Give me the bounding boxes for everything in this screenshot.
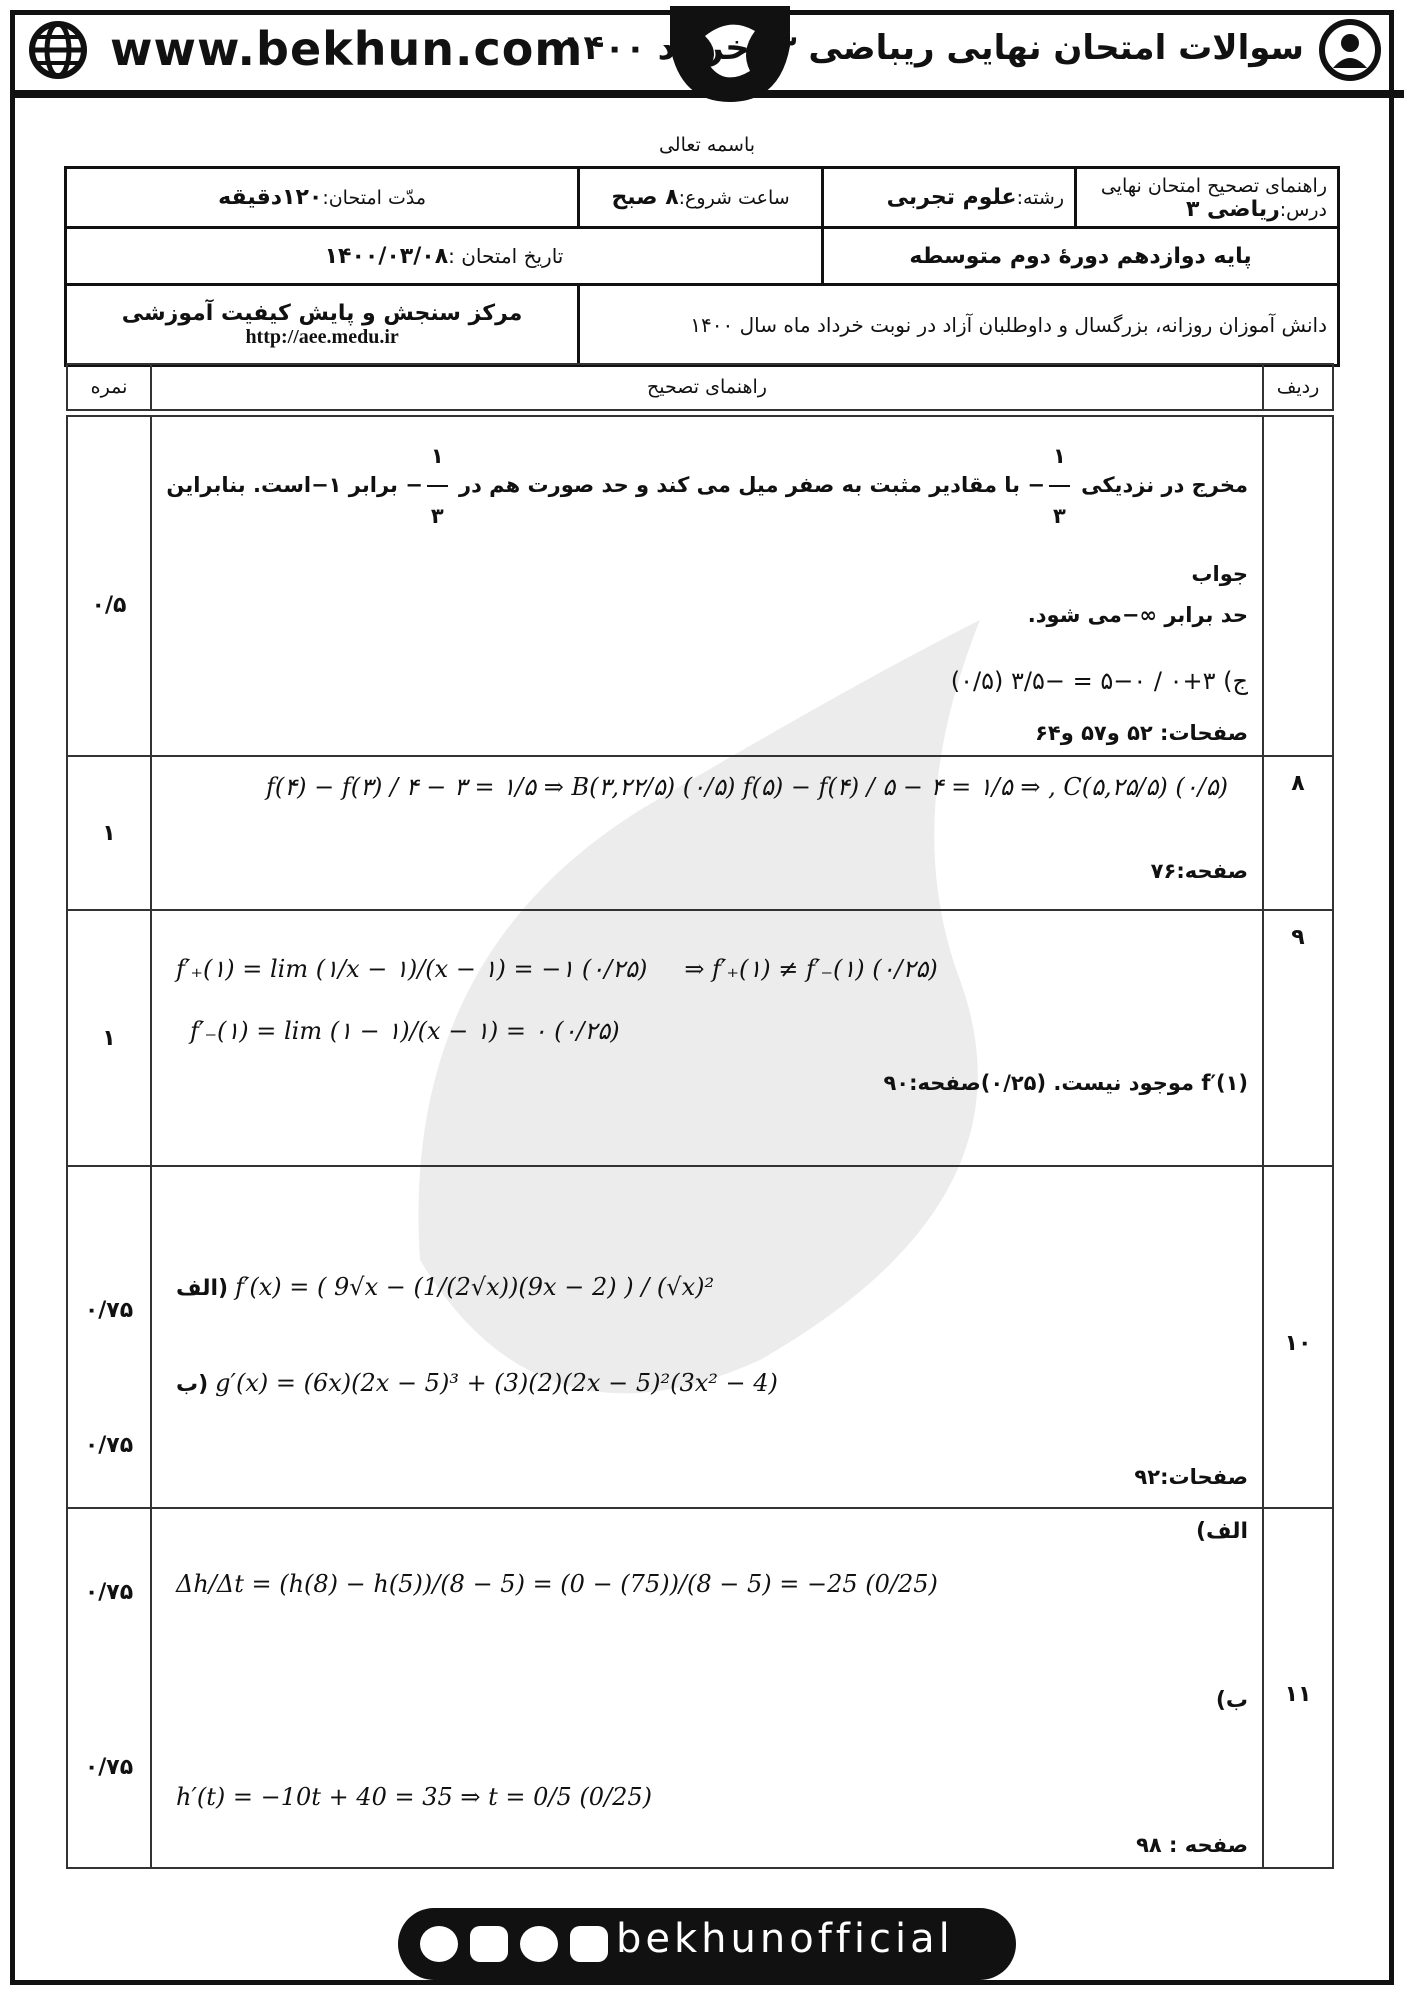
answer-table-header (67, 364, 1333, 410)
score: ۰/۷۵ (84, 1755, 134, 1780)
footer-handle[interactable]: bekhunofficial (616, 1916, 954, 1962)
answer-body: الف) f′(x) = ( 9√x − (1/(2√x))(9x − 2) ) / (√x)² ب) g′(x) = (6x)(2x − 5)³ + (3)(2)(2x − 5)²(3x² − 4) صفحات:۹۲ (151, 1166, 1263, 1508)
answer-row (67, 1166, 1333, 1508)
score-cell (67, 1166, 151, 1508)
answer-table (66, 363, 1334, 1869)
score: ۰/۷۵ (84, 1298, 134, 1323)
formula: f′₋(۱) = lim (۱ − ۱)/(x − ۱) = ۰ (۰/۲۵) (190, 1017, 620, 1045)
user-icon (1318, 18, 1382, 82)
header-divider (10, 90, 1404, 98)
formula: h′(t) = −10t + 40 = 35 ⇒ t = 0/5 (0/25) (176, 1783, 653, 1811)
exam-title: سوالات امتحان نهایی ریباضی ۳- خرداد ۱۴۰۰ (562, 28, 1304, 68)
score-cell (67, 1508, 151, 1868)
score: ۰/۷۵ (84, 1580, 134, 1605)
col-row: ردیف (1263, 364, 1333, 410)
answer-body: مخرج در نزدیکی $\frac{۱}{۳}$ − با مقادیر مثبت به صفر میل می کند و حد صورت هم در $\frac{۱}{۳}$ − برابر ۱−است. بنابراین جواب حد برابر ∞−می شود. ج) ۳+۰ / ۰−۵ = −۳/۵ (۰/۵) صفحات: ۵۲ و۵۷ و۶۴ (151, 416, 1263, 756)
page-ref: صفحات:۹۲ (1134, 1465, 1248, 1489)
answer-row (67, 756, 1333, 910)
score: ۱ (67, 756, 151, 910)
globe-icon (28, 20, 88, 80)
formula: Δh/Δt = (h(8) − h(5))/(8 − 5) = (0 − (75))/(8 − 5) = −25 (0/25) (176, 1570, 938, 1598)
telegram-icon[interactable] (520, 1926, 558, 1962)
answer-body: الف) Δh/Δt = (h(8) − h(5))/(8 − 5) = (0 − (75))/(8 − 5) = −25 (0/25) ب) h′(t) = −10t + 40 = 35 ⇒ t = 0/5 (0/25) صفحه : ۹۸ (151, 1508, 1263, 1868)
students-cell: دانش آموزان روزانه، بزرگسال و داوطلبان آزاد در نوبت خرداد ماه سال ۱۴۰۰ (579, 285, 1339, 366)
site-url[interactable]: www.bekhun.com (110, 22, 584, 76)
start-cell: ساعت شروع:۸ صبح (579, 168, 823, 228)
score: ۱ (67, 910, 151, 1166)
answer-row (67, 1508, 1333, 1868)
bismillah: باسمه تعالی (658, 134, 756, 156)
formula: g′(x) = (6x)(2x − 5)³ + (3)(2)(2x − 5)²(3x² − 4) (215, 1369, 778, 1397)
answer-body (151, 910, 1263, 1166)
page-ref: صفحات: ۵۲ و۵۷ و۶۴ (1035, 721, 1248, 745)
social-footer (398, 1908, 1016, 1980)
page-ref: صفحه : ۹۸ (1136, 1833, 1248, 1857)
formula: ج) ۳+۰ / ۰−۵ = −۳/۵ (۰/۵) (950, 667, 1248, 695)
course-cell: راهنمای تصحیح امتحان نهایی درس:ریاضی ۳ (1076, 168, 1339, 228)
formula: f(۵) − f(۴) / ۵ − ۴ = ۱/۵ ⇒ , C(۵,۲۵/۵) (۰/۵) (742, 773, 1228, 801)
score: ۰/۵ (67, 416, 151, 756)
answer-row (67, 416, 1333, 756)
page-ref: صفحه:۷۶ (1150, 859, 1248, 883)
score: ۰/۷۵ (84, 1433, 134, 1458)
formula: ⇒ f′₊(۱) ≠ f′₋(۱) (۰/۲۵) (684, 955, 938, 983)
page-ref: f′(۱) موجود نیست. (۰/۲۵)صفحه:۹۰ (883, 1071, 1248, 1095)
col-score: نمره (67, 364, 151, 410)
duration-cell: مدّت امتحان:۱۲۰دقیقه (66, 168, 579, 228)
answer-row (67, 910, 1333, 1166)
center-cell: مرکز سنجش و پایش کیفیت آموزشی http://aee.medu.ir (66, 285, 579, 366)
exam-info-table (64, 166, 1340, 367)
formula: f′(x) = ( 9√x − (1/(2√x))(9x − 2) ) / (√x)² (235, 1273, 715, 1301)
row-number: ۱۱ (1263, 1508, 1333, 1868)
row-number: ۱۰ (1263, 1166, 1333, 1508)
answer-body (151, 756, 1263, 910)
youtube-icon[interactable] (470, 1926, 508, 1962)
formula: f(۴) − f(۳) / ۴ − ۳ = ۱/۵ ⇒ B(۳,۲۲/۵) (۰/۵) (266, 773, 736, 801)
formula: f′₊(۱) = lim (۱/x − ۱)/(x − ۱) = −۱ (۰/۲۵) (176, 955, 648, 983)
aparat-icon[interactable] (420, 1926, 458, 1962)
row-number: ۹ (1263, 910, 1333, 1166)
grade-cell: پایه دوازدهم دورهٔ دوم متوسطه (823, 228, 1339, 285)
field-cell: رشته:علوم تجربی (823, 168, 1076, 228)
center-url-link[interactable]: http://aee.medu.ir (245, 326, 399, 348)
site-header (10, 10, 1404, 96)
date-cell: تاریخ امتحان :۱۴۰۰/۰۳/۰۸ (66, 228, 823, 285)
col-guide: راهنمای تصحیح (151, 364, 1263, 410)
instagram-icon[interactable] (570, 1926, 608, 1962)
row-number: ۸ (1263, 756, 1333, 910)
